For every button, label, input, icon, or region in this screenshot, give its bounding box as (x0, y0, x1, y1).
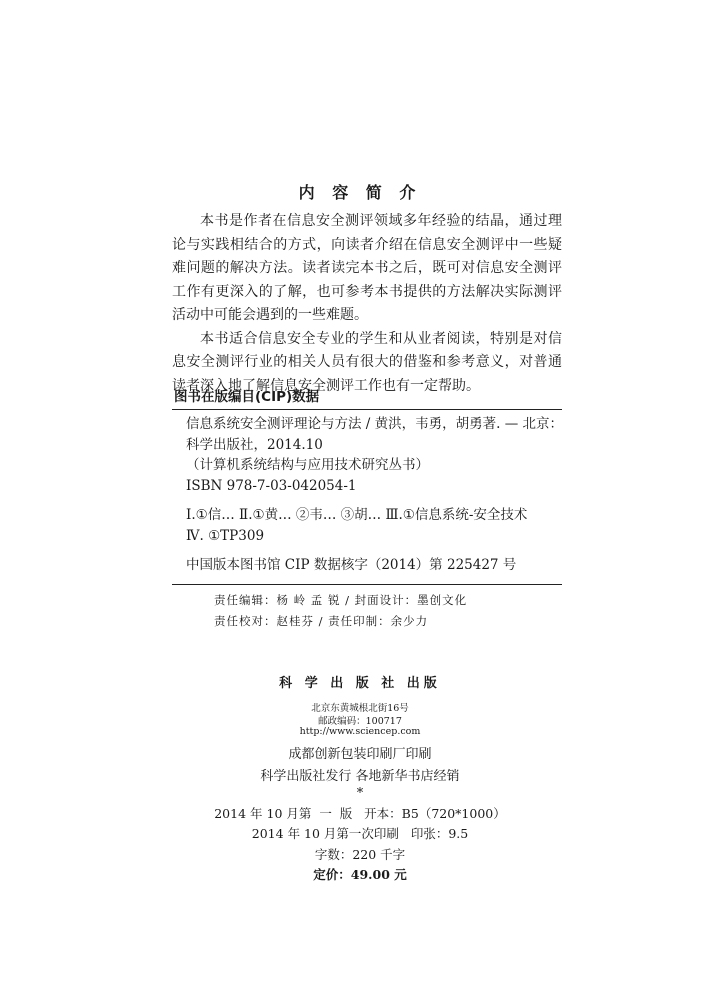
cip-entry-line: 科学出版社，2014.10 (186, 436, 323, 453)
credits-editors: 责任编辑：杨 岭 孟 锐 / 封面设计：墨创文化 (214, 592, 468, 607)
cip-body (172, 414, 562, 576)
edition-info: 2014 年 10 月第 一 版 开本：B5（720*1000） (214, 806, 506, 821)
summary-paragraph: 本书适合信息安全专业的学生和从业者阅读，特别是对信息安全测评行业的相关人员有很大的借鉴和参考意义，对普通读者深入地了解信息安全测评工作也有一定帮助。 (172, 330, 562, 394)
cip-isbn: ISBN 978-7-03-042054-1 (186, 477, 357, 494)
separator: * (356, 786, 364, 801)
cip-block (172, 382, 562, 632)
credits-proofreading: 责任校对：赵桂芬 / 责任印制：余少力 (214, 613, 429, 628)
publisher-name: 科 学 出 版 社 出版 (279, 676, 441, 691)
price: 定价：49.00 元 (313, 867, 407, 882)
credits (172, 584, 562, 632)
summary-heading: 内 容 简 介 (298, 183, 422, 202)
cip-entry-line: 信息系统安全测评理论与方法 / 黄洪，韦勇，胡勇著. — 北京： (186, 416, 564, 432)
distribution: 科学出版社发行 各地新华书店经销 (260, 769, 460, 784)
word-count: 字数：220 千字 (314, 847, 406, 862)
printer: 成都创新包装印刷厂印刷 (288, 747, 432, 762)
cip-series: （计算机系统结构与应用技术研究丛书） (186, 457, 429, 473)
publisher-postcode: 邮政编码：100717 (318, 716, 402, 727)
cip-subjects: Ⅰ.①信… Ⅱ.①黄… ②韦… ③胡… Ⅲ.①信息系统-安全技术 (186, 507, 528, 523)
printing-info: 2014 年 10 月第一次印刷 印张：9.5 (251, 826, 469, 841)
cip-subjects: Ⅳ. ①TP309 (186, 527, 265, 544)
summary-text (172, 210, 562, 398)
cip-data-check: 中国版本图书馆 CIP 数据核字（2014）第 225427 号 (186, 557, 517, 573)
publisher-address: 北京东黄城根北街16号 (311, 703, 409, 714)
cip-title: 图书在版编目(CIP)数据 (172, 382, 562, 410)
summary-paragraph: 本书是作者在信息安全测评领域多年经验的结晶，通过理论与实践相结合的方式，向读者介绍在信息安全测评中一些疑难问题的解决方法。读者读完本书之后，既可对信息安全测评工作有更深入的了解，也可参考本书提供的方法解决实际测评活动中可能会遇到的一些难题。 (172, 213, 562, 323)
publisher-website: http://www.sciencep.com (299, 726, 421, 737)
